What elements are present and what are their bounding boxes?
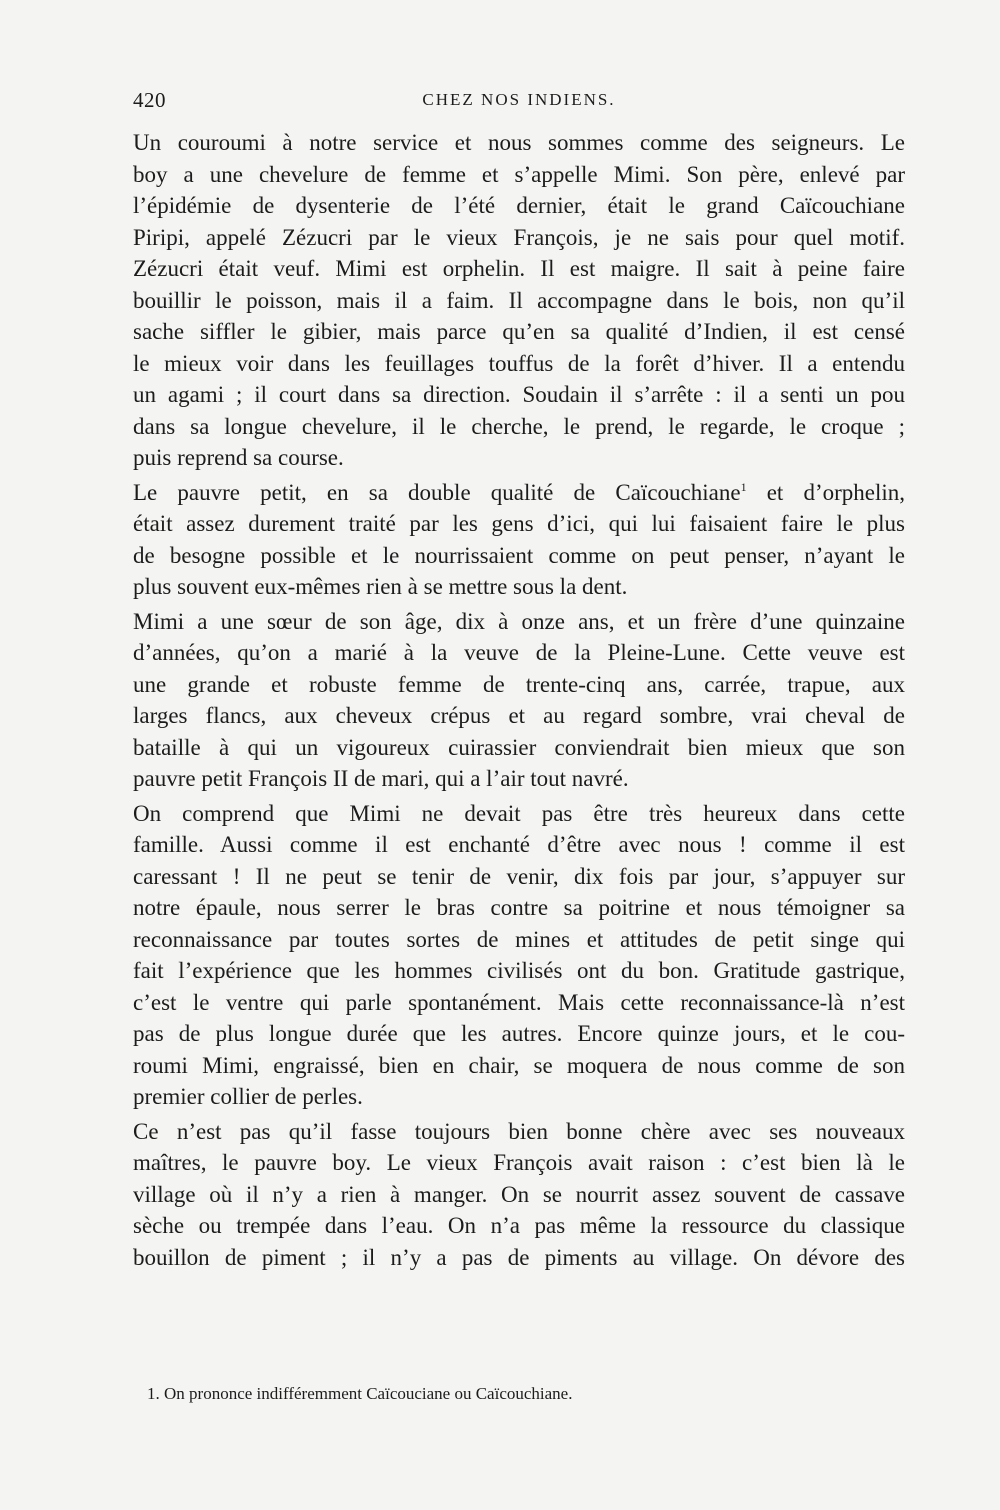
text-line: village où il n’y a rien à manger. On se nourrit assez souvent de cassave xyxy=(133,1181,905,1207)
text-line: un agami ; il court dans sa direction. Soudain il s’arrête : il a senti un pou xyxy=(133,382,905,407)
text-line: plus souvent eux-mêmes rien à se mettre sous la dent. xyxy=(133,574,628,599)
text-line: larges flancs, aux cheveux crépus et au regard sombre, vrai cheval de xyxy=(133,703,905,728)
running-title: CHEZ NOS INDIENS. xyxy=(422,90,616,109)
text-line: maîtres, le pauvre boy. Le vieux François avait raison : c’est bien là le xyxy=(133,1150,905,1175)
text-line: puis reprend sa course. xyxy=(133,445,344,470)
text-line: c’est le ventre qui parle spontanément. Mais cette reconnaissance-là n’est xyxy=(133,989,905,1015)
text-line: bouillon de piment ; il n’y a pas de piments au village. On dévore des xyxy=(133,1244,905,1270)
text-line: Un couroumi à notre service et nous sommes comme des seigneurs. Le xyxy=(133,130,905,155)
text-line: caressant ! Il ne peut se tenir de venir, dix fois par jour, s’appuyer sur xyxy=(133,863,905,889)
text-line: d’années, qu’on a marié à la veuve de la Pleine-Lune. Cette veuve est xyxy=(133,640,905,665)
text-line: roumi Mimi, engraissé, bien en chair, se moquera de nous comme de son xyxy=(133,1052,905,1078)
text-line: reconnaissance par toutes sortes de mines et attitudes de petit singe qui xyxy=(133,926,905,952)
text-line: l’épidémie de dysenterie de l’été dernier, était le grand Caïcouchiane xyxy=(133,193,905,218)
text-line: Mimi a une sœur de son âge, dix à onze ans, et un frère d’une quinzaine xyxy=(133,608,905,634)
text-line: Ce n’est pas qu’il fasse toujours bien bonne chère avec ses nouveaux xyxy=(133,1118,905,1144)
text-line: pauvre petit François II de mari, qui a l’air tout navré. xyxy=(133,766,629,791)
text-line-part: et d’orphelin, xyxy=(746,479,906,505)
text-line: boy a une chevelure de femme et s’appelle Mimi. Son père, enlevé par xyxy=(133,161,905,187)
text-line: dans sa longue chevelure, il le cherche, le prend, le regarde, le croque ; xyxy=(133,413,905,439)
text-line: bouillir le poisson, mais il a faim. Il accompagne dans le bois, non qu’il xyxy=(133,287,905,313)
text-line: Zézucri était veuf. Mimi est orphelin. Il est maigre. Il sait à peine faire xyxy=(133,256,905,281)
text-line: sache siffler le gibier, mais parce qu’en sa qualité d’Indien, il est censé xyxy=(133,319,905,344)
text-line: notre épaule, nous serrer le bras contre sa poitrine et nous témoigner sa xyxy=(133,895,905,920)
body-text xyxy=(133,127,905,1273)
text-line: premier collier de perles. xyxy=(133,1084,363,1109)
text-line: de besogne possible et le nourrissaient comme on peut penser, n’ayant le xyxy=(133,542,905,568)
text-line: le mieux voir dans les feuillages touffus de la forêt d’hiver. Il a entendu xyxy=(133,350,905,376)
footnote-reference: 1 xyxy=(740,479,747,494)
text-line-part: Le pauvre petit, en sa double qualité de Caïcouchiane xyxy=(133,479,741,505)
text-line-with-footnote xyxy=(133,477,905,509)
text-line: pas de plus longue durée que les autres. Encore quinze jours, et le cou- xyxy=(133,1021,905,1046)
page-number: 420 xyxy=(133,88,166,112)
text-line: Piripi, appelé Zézucri par le vieux François, je ne sais pour quel motif. xyxy=(133,224,905,250)
text-line: bataille à qui un vigoureux cuirassier conviendrait bien mieux que son xyxy=(133,734,905,760)
text-line: sèche ou trempée dans l’eau. On n’a pas même la ressource du classique xyxy=(133,1213,905,1238)
page-header xyxy=(133,88,905,118)
footnote: 1. On prononce indifféremment Caïcouciane ou Caïcouchiane. xyxy=(147,1384,573,1403)
text-line: était assez durement traité par les gens d’ici, qui lui faisaient faire le plus xyxy=(133,511,905,536)
text-line: On comprend que Mimi ne devait pas être très heureux dans cette xyxy=(133,800,905,826)
text-line: fait l’expérience que les hommes civilisés ont du bon. Gratitude gastrique, xyxy=(133,958,905,983)
text-line: une grande et robuste femme de trente-cinq ans, carrée, trapue, aux xyxy=(133,671,905,697)
text-line: famille. Aussi comme il est enchanté d’être avec nous ! comme il est xyxy=(133,832,905,857)
